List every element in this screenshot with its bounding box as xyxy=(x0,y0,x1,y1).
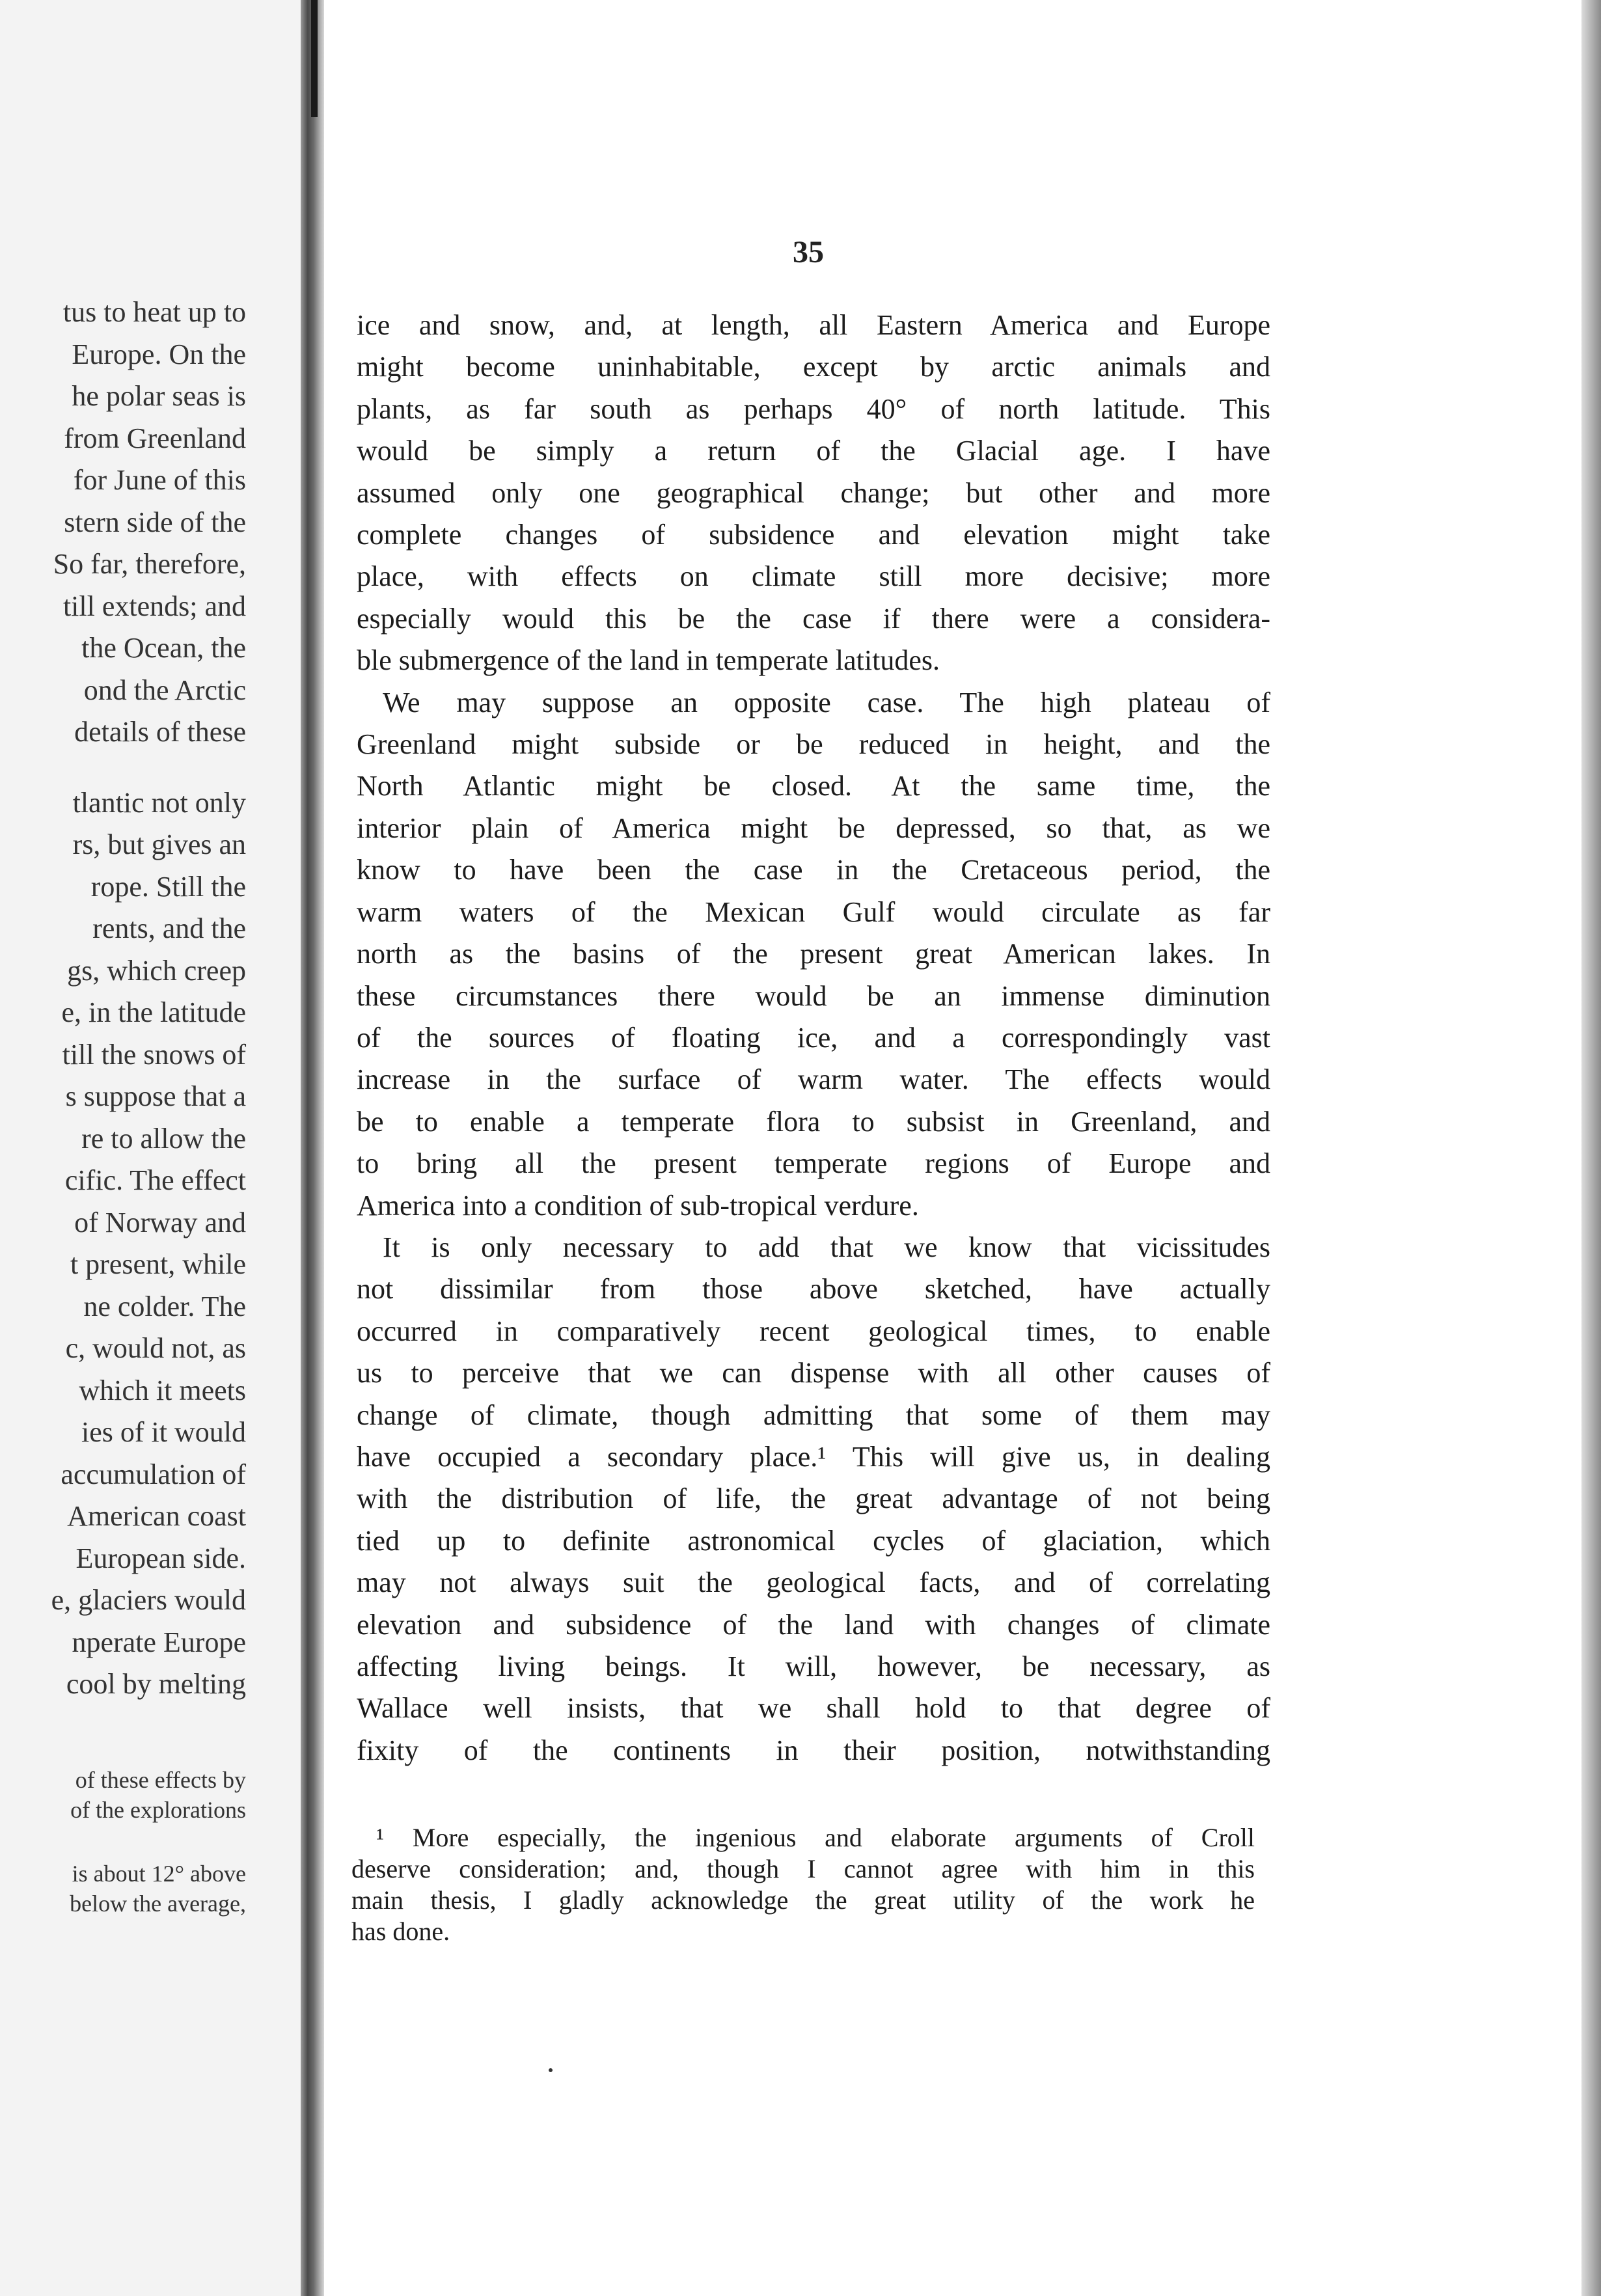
facing-line: accumulation of xyxy=(61,1458,246,1490)
footnote-line: main thesis, I gladly acknowledge the great utility of the work he xyxy=(351,1885,1255,1915)
facing-line: stern side of the xyxy=(64,506,246,538)
text-line: affecting living beings. It will, however, be necessary, as xyxy=(357,1650,1270,1682)
text-line: may not always suit the geological facts, and of correlating xyxy=(357,1566,1270,1599)
facing-line: ond the Arctic xyxy=(83,674,246,706)
ink-speck xyxy=(549,2068,553,2072)
facing-line: e, glaciers would xyxy=(51,1584,246,1616)
text-line: ble submergence of the land in temperate latitudes. xyxy=(357,644,940,677)
text-line: would be simply a return of the Glacial age. I have xyxy=(357,435,1270,467)
text-line: especially would this be the case if there were a considera- xyxy=(357,602,1270,635)
facing-line: till extends; and xyxy=(62,590,246,622)
text-line: North Atlantic might be closed. At the same time, the xyxy=(357,770,1270,802)
facing-line: details of these xyxy=(74,716,246,748)
facing-line: c, would not, as xyxy=(65,1332,246,1364)
text-line: Wallace well insists, that we shall hold to that degree of xyxy=(357,1692,1270,1725)
facing-line: of Norway and xyxy=(74,1206,246,1238)
paragraph-gap xyxy=(0,754,246,782)
footnote xyxy=(351,1822,1255,1947)
text-line: know to have been the case in the Cretaceous period, the xyxy=(357,854,1270,886)
facing-note-line: of these effects by xyxy=(75,1767,246,1793)
facing-line: American coast xyxy=(67,1500,246,1532)
text-line: fixity of the continents in their position, notwithstanding xyxy=(357,1734,1270,1766)
text-line: with the distribution of life, the great advantage of not being xyxy=(357,1483,1270,1515)
text-line: occurred in comparatively recent geological times, to enable xyxy=(357,1315,1270,1347)
paragraph-gap xyxy=(0,1825,246,1859)
facing-line: ies of it would xyxy=(81,1416,246,1448)
text-line: ice and snow, and, at length, all Eastern America and Europe xyxy=(357,309,1270,341)
facing-line: rope. Still the xyxy=(90,870,246,903)
facing-note-line: of the explorations xyxy=(70,1797,246,1823)
text-line: Greenland might subside or be reduced in height, and the xyxy=(357,728,1270,761)
text-line: We may suppose an opposite case. The high plateau of xyxy=(383,686,1270,718)
footnote-line: ¹ More especially, the ingenious and elaborate arguments of Croll xyxy=(376,1823,1255,1852)
facing-line: gs, which creep xyxy=(67,954,246,987)
text-line: place, with effects on climate still more decisive; more xyxy=(357,560,1270,593)
facing-line: nperate Europe xyxy=(72,1626,246,1658)
page-number: 35 xyxy=(793,235,824,269)
facing-line: European side. xyxy=(75,1542,246,1574)
text-line: not dissimilar from those above sketched, have actually xyxy=(357,1273,1270,1305)
facing-note-line: is about 12° above xyxy=(72,1861,246,1887)
facing-page-text xyxy=(0,292,246,1706)
body-text xyxy=(357,305,1270,1771)
gutter-shadow xyxy=(311,0,318,117)
facing-line: for June of this xyxy=(73,464,246,496)
text-line: be to enable a temperate flora to subsist in Greenland, and xyxy=(357,1105,1270,1138)
text-line: It is only necessary to add that we know that vicissitudes xyxy=(383,1231,1270,1263)
facing-line: the Ocean, the xyxy=(81,632,246,664)
text-line: of the sources of floating ice, and a correspondingly vast xyxy=(357,1021,1270,1054)
facing-line: rs, but gives an xyxy=(72,828,246,860)
facing-line: cific. The effect xyxy=(64,1164,246,1196)
facing-line: re to allow the xyxy=(81,1122,246,1155)
facing-line: So far, therefore, xyxy=(53,548,246,580)
text-line: tied up to definite astronomical cycles of glaciation, which xyxy=(357,1524,1270,1557)
facing-line: from Greenland xyxy=(64,422,246,454)
facing-line: ne colder. The xyxy=(83,1290,246,1322)
facing-page-footnote xyxy=(0,1765,246,1919)
text-line: elevation and subsidence of the land with changes of climate xyxy=(357,1608,1270,1641)
facing-line: rents, and the xyxy=(92,912,246,944)
facing-line: tus to heat up to xyxy=(62,296,246,328)
text-line: change of climate, though admitting that some of them may xyxy=(357,1399,1270,1431)
text-line: increase in the surface of warm water. The effects would xyxy=(357,1063,1270,1096)
facing-line: s suppose that a xyxy=(65,1080,246,1112)
facing-page-left xyxy=(0,0,306,2296)
footnote-line: deserve consideration; and, though I cannot agree with him in this xyxy=(351,1854,1255,1883)
facing-line: Europe. On the xyxy=(72,338,246,370)
text-line: these circumstances there would be an immense diminution xyxy=(357,979,1270,1012)
facing-line: cool by melting xyxy=(66,1668,246,1700)
facing-line: till the snows of xyxy=(62,1038,246,1071)
facing-line: e, in the latitude xyxy=(61,996,246,1028)
text-line: have occupied a secondary place.¹ This will give us, in dealing xyxy=(357,1440,1270,1473)
book-gutter xyxy=(301,0,324,2296)
text-line: warm waters of the Mexican Gulf would circulate as far xyxy=(357,895,1270,928)
footnote-line: has done. xyxy=(351,1917,450,1946)
text-line: to bring all the present temperate regions of Europe and xyxy=(357,1147,1270,1180)
text-line: us to perceive that we can dispense with all other causes of xyxy=(357,1357,1270,1389)
text-line: plants, as far south as perhaps 40° of north latitude. This xyxy=(357,392,1270,425)
text-line: interior plain of America might be depressed, so that, as we xyxy=(357,812,1270,844)
text-line: America into a condition of sub-tropical verdure. xyxy=(357,1189,919,1222)
facing-note-line: below the average, xyxy=(70,1891,246,1917)
text-line: might become uninhabitable, except by arctic animals and xyxy=(357,351,1270,383)
facing-line: tlantic not only xyxy=(72,786,246,819)
text-line: complete changes of subsidence and elevation might take xyxy=(357,519,1270,551)
facing-line: which it meets xyxy=(79,1374,246,1406)
facing-line: he polar seas is xyxy=(72,380,246,412)
text-line: assumed only one geographical change; but other and more xyxy=(357,476,1270,509)
page-edge-shadow xyxy=(1581,0,1601,2296)
facing-line: t present, while xyxy=(70,1248,246,1280)
text-line: north as the basins of the present great American lakes. In xyxy=(357,938,1270,970)
